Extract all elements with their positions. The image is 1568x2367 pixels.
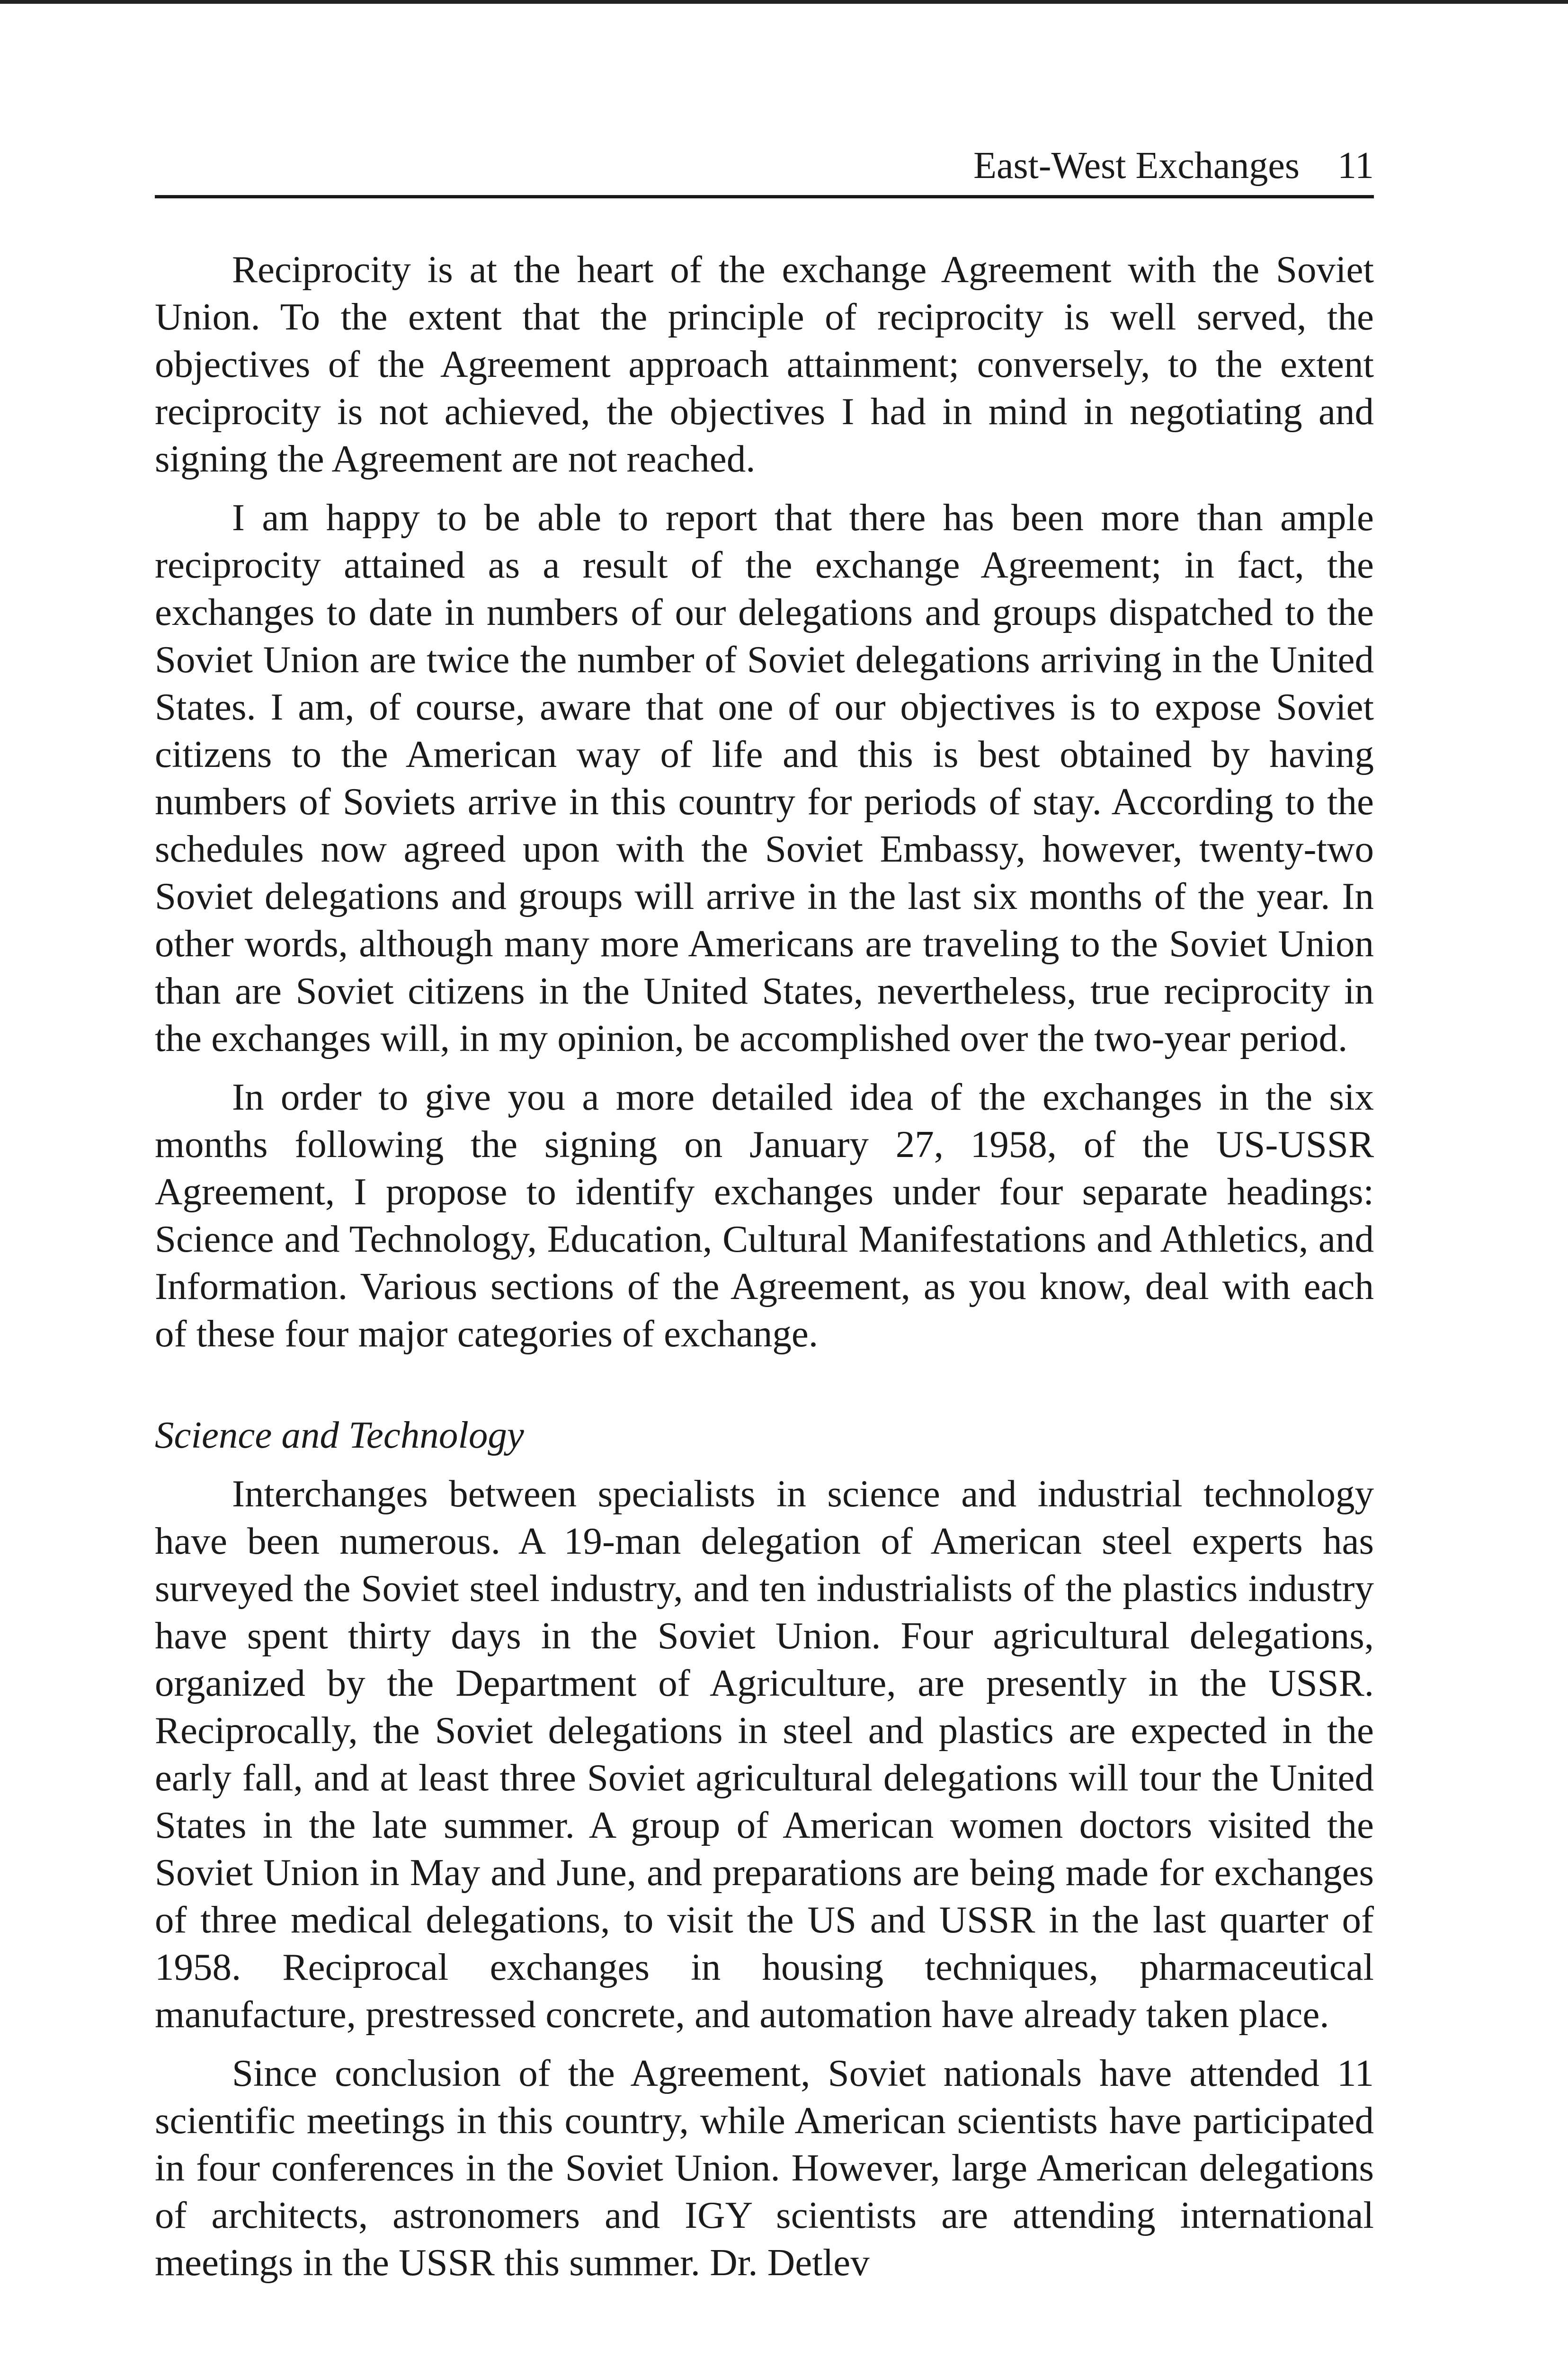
paragraph-ample-reciprocity: I am happy to be able to report that there has been more than ample reciprocity attained as a result of the exchange Agreement; in fact, the exchanges to date in numbers of our delegations and groups dispatched to the Soviet Union are twice the number of Soviet delegations arriving in the United States. I am, of course, aware that one of our objectives is to expose Soviet citizens to the American way of life and this is best obtained by having numbers of Soviets arrive in this country for periods of stay. According to the schedules now agreed upon with the Soviet Embassy, however, twenty-two Soviet delegations and groups will arrive in the last six months of the year. In other words, although many more Americans are traveling to the Soviet Union than are Soviet citizens in the United States, nevertheless, true reciprocity in the exchanges will, in my opinion, be accomplished over the two-year period.: [155, 496, 1374, 1059]
page-number: 11: [1337, 145, 1374, 187]
book-page: [155, 142, 1374, 2286]
running-header: [155, 142, 1374, 198]
paragraph-four-headings: In order to give you a more detailed idea of the exchanges in the six months following the signing on January 27, 1958, of the US-USSR Agreement, I propose to identify exchanges under four separate headings: Science and Technology, Education, Cultural Manifestations and Athletics, and Information. Various sections of the Agreement, as you know, deal with each of these four major categories of exchange.: [155, 1076, 1374, 1355]
paragraph-interchanges: Interchanges between specialists in science and industrial technology have been numerous. A 19-man delegation of American steel experts has surveyed the Soviet steel industry, and ten industrialists of the plastics industry have spent thirty days in the Soviet Union. Four agricultural delegations, organized by the Department of Agriculture, are presently in the USSR. Reciprocally, the Soviet delegations in steel and plastics are expected in the early fall, and at least three Soviet agricultural delegations will tour the United States in the late summer. A group of American women doctors visited the Soviet Union in May and June, and preparations are being made for exchanges of three medical delegations, to visit the US and USSR in the last quarter of 1958. Reciprocal exchanges in housing techniques, pharmaceutical manufacture, prestressed concrete, and automation have already taken place.: [155, 1472, 1374, 2036]
paragraph-scientific-meetings: Since conclusion of the Agreement, Soviet nationals have attended 11 scientific meetings in this country, while American scientists have participated in four conferences in the Soviet Union. However, large American delegations of architects, astronomers and IGY scientists are attending international meetings in the USSR this summer. Dr. Detlev: [155, 2052, 1374, 2284]
running-title: East-West Exchanges: [973, 145, 1300, 187]
body-text: [155, 246, 1374, 2286]
section-heading: Science and Technology: [155, 1414, 524, 1456]
paragraph-reciprocity: Reciprocity is at the heart of the exchange Agreement with the Soviet Union. To the extent that the principle of reciprocity is well served, the objectives of the Agreement approach attainment; conversely, to the extent reciprocity is not achieved, the objectives I had in mind in negotiating and signing the Agreement are not reached.: [155, 248, 1374, 480]
scan-top-edge: [0, 0, 1568, 4]
